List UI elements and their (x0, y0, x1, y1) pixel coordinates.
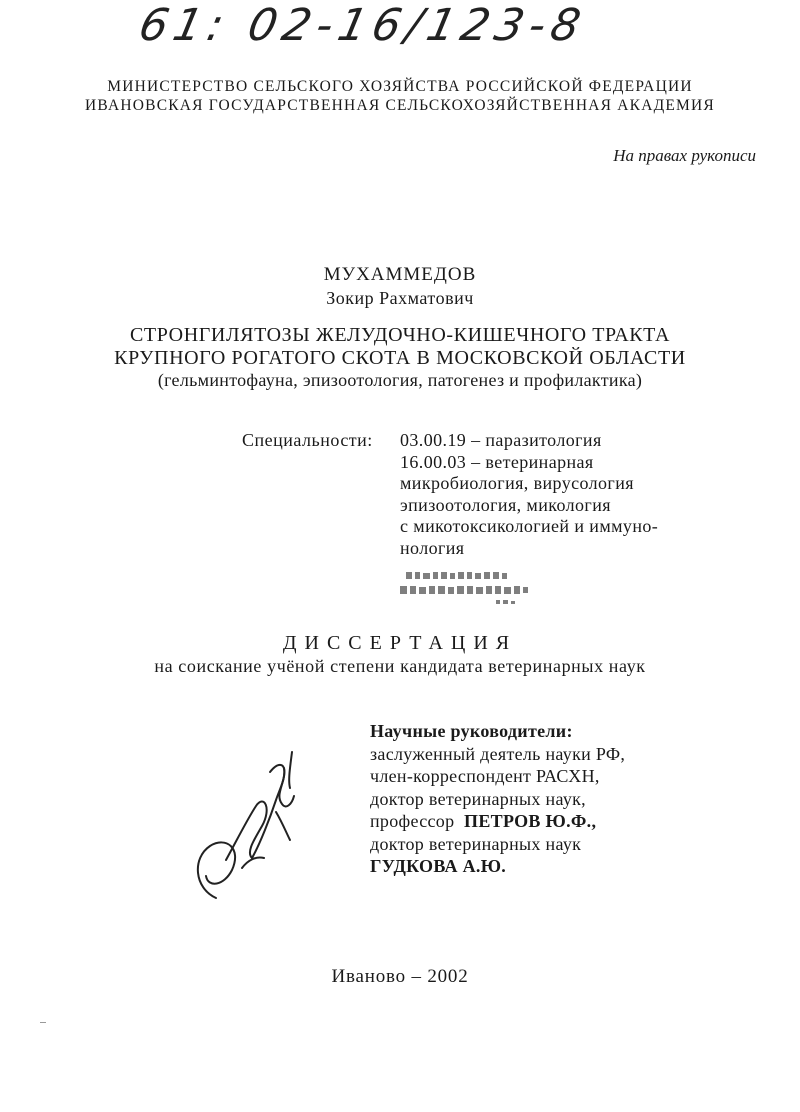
city-and-year: Иваново – 2002 (331, 966, 469, 987)
supervisor-title: заслуженный деятель науки РФ, (370, 743, 626, 764)
author-given-name: Зокир Рахматович (326, 288, 474, 308)
supervisor-line (370, 810, 770, 833)
specialty-line: эпизоотология, микология (400, 494, 611, 515)
specialty-line: 16.00.03 – ветеринарная (400, 451, 594, 472)
specialties-list (400, 430, 720, 559)
thesis-title-line2: КРУПНОГО РОГАТОГО СКОТА В МОСКОВСКОЙ ОБЛАСТИ (114, 347, 686, 369)
supervisors-block (370, 720, 770, 878)
supervisor-title: член-корреспондент РАСХН, (370, 766, 600, 786)
thesis-title-line1: СТРОНГИЛЯТОЗЫ ЖЕЛУДОЧНО-КИШЕЧНОГО ТРАКТА (129, 324, 671, 346)
supervisor-rank: профессор (370, 811, 455, 831)
handwritten-archive-number: 61: 02-16/123-8 (134, 0, 591, 51)
thesis-subtitle: (гельминтофауна, эпизоотология, патогенез и профилактика) (157, 370, 643, 390)
ministry-name: МИНИСТЕРСТВО СЕЛЬСКОГО ХОЗЯЙСТВА РОССИЙСКОЙ ФЕДЕРАЦИИ (107, 78, 693, 95)
specialties-label: Специальности: (242, 430, 373, 450)
document-type-heading: ДИССЕРТАЦИЯ (282, 632, 518, 654)
specialty-line: нология (400, 537, 465, 558)
author-surname: МУХАММЕДОВ (323, 264, 477, 285)
handwritten-signature (186, 748, 306, 908)
specialty-line: 03.00.19 – паразитология (400, 430, 602, 450)
supervisor-name: ПЕТРОВ Ю.Ф., (464, 811, 597, 831)
specialty-line: с микотоксикологией и иммуно- (400, 516, 659, 536)
supervisor-title: доктор ветеринарных наук, (370, 788, 586, 809)
rights-notice: На правах рукописи (613, 146, 756, 165)
library-stamp (396, 566, 536, 616)
supervisor-name: ГУДКОВА А.Ю. (370, 856, 507, 876)
academy-name: ИВАНОВСКАЯ ГОСУДАРСТВЕННАЯ СЕЛЬСКОХОЗЯЙСТВЕННАЯ АКАДЕМИЯ (85, 97, 715, 114)
specialty-line: микробиология, вирусология (400, 473, 634, 493)
supervisors-heading: Научные руководители: (370, 721, 573, 741)
degree-description: на соискание учёной степени кандидата ветеринарных наук (154, 656, 646, 676)
supervisor-title: доктор ветеринарных наук (370, 833, 582, 854)
page-mark (40, 1022, 46, 1023)
